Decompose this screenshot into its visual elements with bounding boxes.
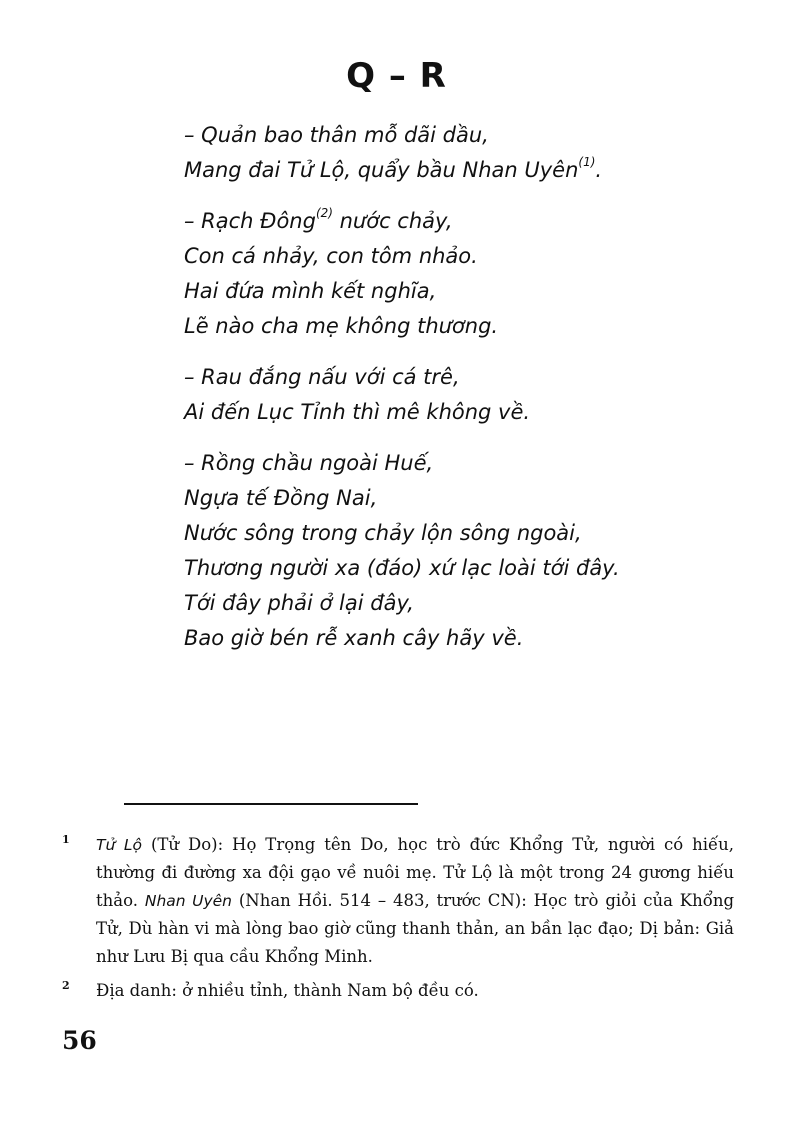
poem-stanza <box>184 446 744 656</box>
poem-line-text: . <box>595 158 603 182</box>
poem-line <box>184 395 744 430</box>
poem-line <box>184 274 744 309</box>
footnote-text <box>96 831 734 971</box>
poem-line-text: Con cá nhảy, con tôm nhảo. <box>184 244 478 268</box>
footnote <box>62 977 734 1005</box>
page-number: 56 <box>62 1026 97 1055</box>
poem-line <box>184 621 744 656</box>
poem-line <box>184 309 744 344</box>
poem-stanza <box>184 204 744 344</box>
footnote-number: 1 <box>62 833 70 846</box>
footnote-text-run: Địa danh: ở nhiều tỉnh, thành Nam bộ đều có. <box>96 981 479 1000</box>
poem-line <box>184 153 744 188</box>
poem-line-text: Ai đến Lục Tỉnh thì mê không về. <box>184 400 531 424</box>
poem-line-text: Thương người xa (đáo) xứ lạc loài tới đây. <box>184 556 620 580</box>
poem-stanza <box>184 360 744 430</box>
poem-line-text: – Quản bao thân mỗ dãi dầu, <box>184 123 489 147</box>
footnote-text-run: (Tử Do): Họ Trọng tên Do, học trò đức Khổng Tử, người có hiếu, thường đi đường xa đội gạo về nuôi mẹ. Tử Lộ là một trong 24 gương hiếu thảo. <box>96 835 734 910</box>
footnote-marker: (1) <box>578 155 596 169</box>
poem-line-text: – Rau đắng nấu với cá trê, <box>184 365 460 389</box>
poem-line <box>184 118 744 153</box>
poem-line <box>184 516 744 551</box>
footnote-number: 2 <box>62 979 70 992</box>
footnote-term: Nhan Uyên <box>144 892 232 910</box>
poem-line-text: Bao giờ bén rễ xanh cây hãy về. <box>184 626 524 650</box>
poem-line <box>184 446 744 481</box>
poem-line-text: Hai đứa mình kết nghĩa, <box>184 279 437 303</box>
poem <box>184 118 744 672</box>
footnote-text-run: (Nhan Hồi. 514 – 483, trước CN): Học trò giỏi của Khổng Tử, Dù hàn vi mà lòng bao giờ cũng thanh thản, an bần lạc đạo; Dị bản: Giả như Lưu Bị qua cầu Khổng Minh. <box>96 891 735 966</box>
poem-line-text: – Rạch Đông <box>184 209 316 233</box>
poem-line <box>184 586 744 621</box>
poem-line <box>184 204 744 239</box>
poem-line-text: Lẽ nào cha mẹ không thương. <box>184 314 499 338</box>
poem-line <box>184 360 744 395</box>
footnote-text <box>96 977 734 1005</box>
footnote-marker: (2) <box>315 206 333 220</box>
poem-line <box>184 481 744 516</box>
footnote <box>62 831 734 971</box>
footnote-term: Tử Lộ <box>96 836 143 854</box>
poem-line <box>184 239 744 274</box>
poem-line-text: – Rồng chầu ngoài Huế, <box>184 451 434 475</box>
section-heading: Q – R <box>346 56 447 96</box>
poem-line-text: Mang đai Tử Lộ, quẩy bầu Nhan Uyên <box>184 158 579 182</box>
poem-line-text: nước chảy, <box>332 209 453 233</box>
poem-line-text: Tới đây phải ở lại đây, <box>184 591 414 615</box>
poem-line-text: Nước sông trong chảy lộn sông ngoài, <box>184 521 582 545</box>
poem-stanza <box>184 118 744 188</box>
footnotes <box>62 831 734 1005</box>
poem-line-text: Ngựa tế Đồng Nai, <box>184 486 378 510</box>
footnote-separator <box>124 803 418 805</box>
poem-line <box>184 551 744 586</box>
